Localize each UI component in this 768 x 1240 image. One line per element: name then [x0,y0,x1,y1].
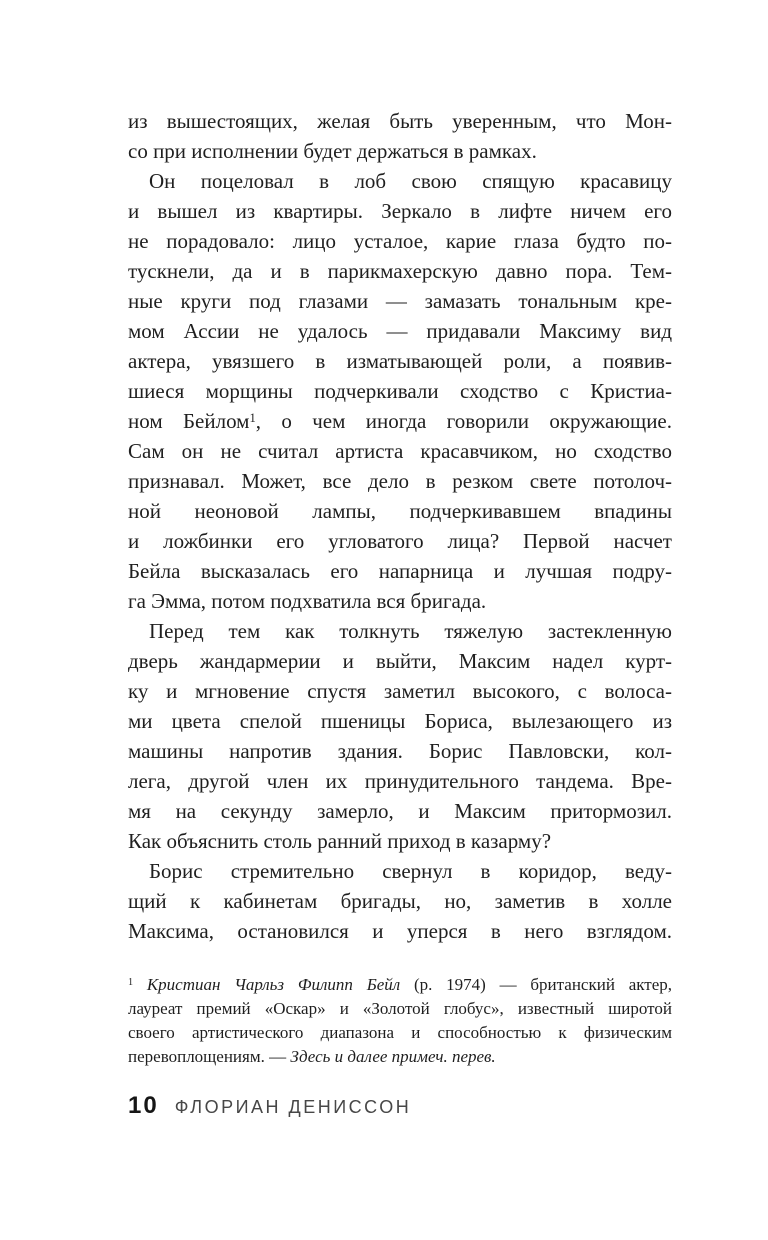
body-line [128,646,672,676]
body-text-run: ной неоновой лампы, подчеркивавшем впадины [128,499,672,523]
body-line [128,856,672,886]
page-number: 10 [128,1092,159,1119]
body-text-run: не порадовало: лицо усталое, карие глаза будто по- [128,229,672,253]
body-text-run: Максима, остановился и уперся в него взглядом. [128,919,672,943]
footnote-text-run [133,975,147,994]
body-text-run: и ложбинки его угловатого лица? Первой насчет [128,529,672,553]
body-line [128,196,672,226]
body-text-run: Бейла высказалась его напарница и лучшая подру- [128,559,672,583]
body-line [128,346,672,376]
body-text-run: Борис стремительно свернул в коридор, веду- [149,859,672,883]
body-text-run: ном Бейлом [128,409,250,433]
footnote-text-run: (р. 1974) — британский актер, [400,975,672,994]
footnote-reference-mark: 1 [128,977,134,989]
body-line [128,886,672,916]
body-line [128,586,672,616]
footnote-line [128,997,672,1021]
footnote-block [128,973,672,1069]
body-text-run: Сам он не считал артиста красавчиком, но сходство [128,439,672,463]
body-text-run: , о чем иногда говорили окружающие. [255,409,673,433]
body-text-run: со при исполнении будет держаться в рамках. [128,139,537,163]
footnote-line [128,973,672,997]
body-line [128,916,672,946]
body-text-run: мя на секунду замерло, и Максим притормозил. [128,799,672,823]
body-text-run: актера, увязшего в изматывающей роли, а появив- [128,349,672,373]
body-line [128,376,672,406]
body-text-run: ми цвета спелой пшеницы Бориса, вылезающего из [128,709,672,733]
body-text-run: мом Ассии не удалось — придавали Максиму вид [128,319,672,343]
body-line [128,256,672,286]
body-line [128,616,672,646]
footnote-text-run: своего артистического диапазона и способностью к физическим [128,1023,672,1042]
footnote-text-run: Здесь и далее примеч. перев. [290,1047,496,1066]
body-text-run: га Эмма, потом подхватила вся бригада. [128,589,487,613]
footnote-line [128,1045,672,1069]
body-text-run: Как объяснить столь ранний приход в казарму? [128,829,552,853]
body-line [128,286,672,316]
body-text-run: шиеся морщины подчеркивали сходство с Кристиа- [128,379,672,403]
body-line [128,166,672,196]
body-text-run: тускнели, да и в парикмахерскую давно пора. Тем- [128,259,672,283]
footnote-line [128,1021,672,1045]
body-line [128,226,672,256]
body-text-run: ку и мгновение спустя заметил высокого, с волоса- [128,679,672,703]
body-text-run: ные круги под глазами — замазать тональным кре- [128,289,672,313]
body-line [128,556,672,586]
body-line [128,526,672,556]
body-line [128,466,672,496]
body-line [128,436,672,466]
body-line [128,316,672,346]
body-line [128,136,672,166]
running-title-author: ФЛОРИАН ДЕНИССОН [174,1097,412,1117]
body-line [128,736,672,766]
body-line [128,706,672,736]
body-line [128,406,672,436]
body-line [128,826,672,856]
body-text-run: щий к кабинетам бригады, но, заметив в холле [128,889,672,913]
body-text-run: Он поцеловал в лоб свою спящую красавицу [149,169,672,193]
body-line [128,676,672,706]
body-line [128,496,672,526]
body-text-run: и вышел из квартиры. Зеркало в лифте ничем его [128,199,672,223]
footnote-reference-mark: 1 [249,411,256,426]
footnote-text-run: перевоплощениям. — [128,1047,291,1066]
footnote-text-run: лауреат премий «Оскар» и «Золотой глобус», известный широтой [128,999,672,1018]
body-text-run: из вышестоящих, желая быть уверенным, что Мон- [128,109,672,133]
body-line [128,796,672,826]
footnote-text-run: Кристиан Чарльз Филипп Бейл [146,975,401,994]
body-line [128,766,672,796]
body-text-run: машины напротив здания. Борис Павловски, кол- [128,739,672,763]
page-footer [128,1092,672,1120]
body-text-run: лега, другой член их принудительного тандема. Вре- [128,769,672,793]
body-text-block [128,106,672,946]
body-text-run: Перед тем как толкнуть тяжелую застекленную [149,619,672,643]
body-text-run: признавал. Может, все дело в резком свете потолоч- [128,469,672,493]
body-line [128,106,672,136]
body-text-run: дверь жандармерии и выйти, Максим надел курт- [128,649,672,673]
